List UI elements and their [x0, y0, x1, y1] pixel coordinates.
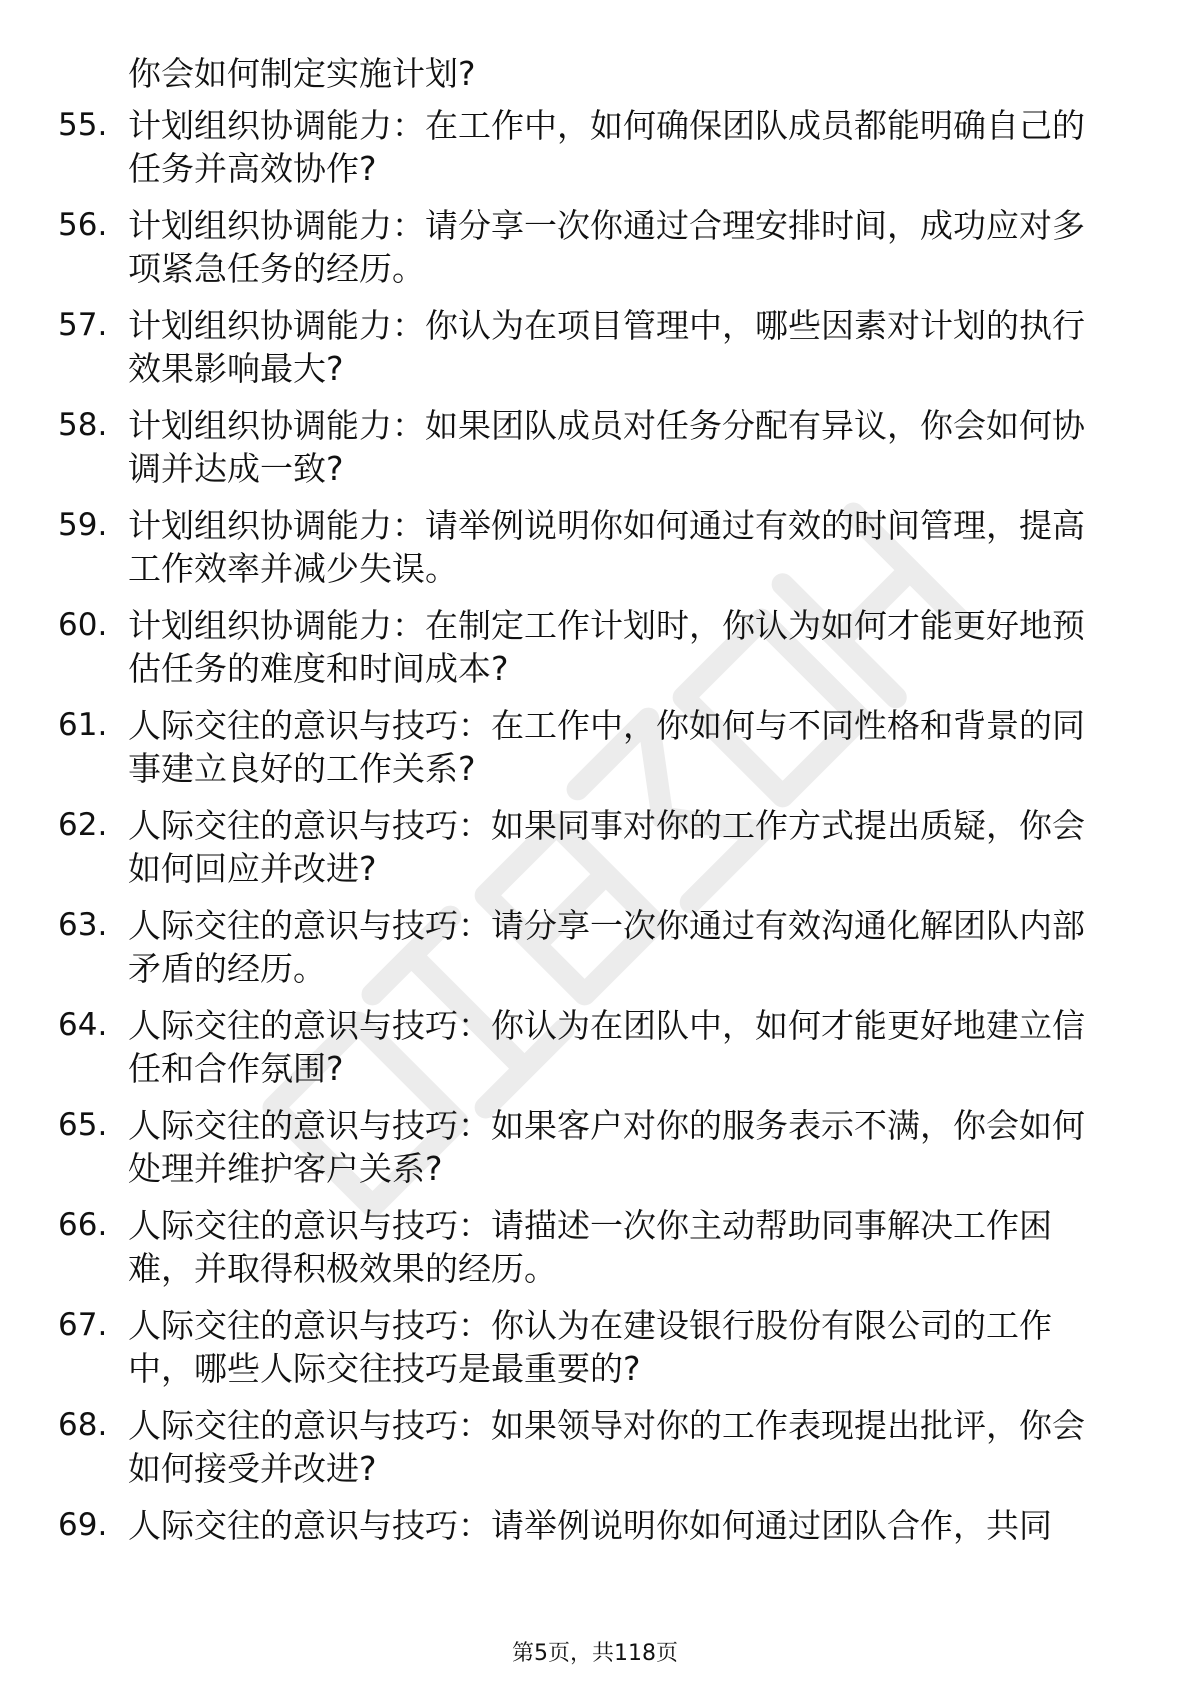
list-item: [0, 504, 1108, 590]
question-text: 人际交往的意识与技巧：请分享一次你通过有效沟通化解团队内部矛盾的经历。: [128, 906, 1085, 988]
list-item: [0, 1404, 1108, 1490]
question-text: 人际交往的意识与技巧：如果客户对你的服务表示不满，你会如何处理并维护客户关系?: [128, 1106, 1085, 1188]
question-text: 人际交往的意识与技巧：如果领导对你的工作表现提出批评，你会如何接受并改进?: [128, 1406, 1085, 1488]
list-item: [0, 204, 1108, 290]
question-number: 62.: [58, 807, 108, 843]
list-item: [0, 904, 1108, 990]
list-item: [0, 304, 1108, 390]
question-number: 58.: [58, 407, 108, 443]
list-item: [0, 704, 1108, 790]
question-text: 计划组织协调能力：请举例说明你如何通过有效的时间管理，提高工作效率并减少失误。: [128, 506, 1085, 588]
question-number: 60.: [58, 607, 108, 643]
list-item: [0, 1304, 1108, 1390]
question-text: 人际交往的意识与技巧：你认为在建设银行股份有限公司的工作中，哪些人际交往技巧是最重要的?: [128, 1306, 1052, 1388]
question-text: 计划组织协调能力：请分享一次你通过合理安排时间，成功应对多项紧急任务的经历。: [128, 206, 1085, 288]
question-text: 人际交往的意识与技巧：请举例说明你如何通过团队合作，共同: [128, 1506, 1052, 1545]
question-text: 人际交往的意识与技巧：如果同事对你的工作方式提出质疑，你会如何回应并改进?: [128, 806, 1085, 888]
page-footer: 第5页，共118页: [512, 1641, 678, 1666]
list-item: [0, 1004, 1108, 1090]
question-text: 人际交往的意识与技巧：在工作中，你如何与不同性格和背景的同事建立良好的工作关系?: [128, 706, 1085, 788]
question-number: 63.: [58, 907, 108, 943]
question-number: 64.: [58, 1007, 108, 1043]
list-item: [0, 604, 1108, 690]
question-number: 55.: [58, 107, 108, 143]
question-number: 65.: [58, 1107, 108, 1143]
list-item: [0, 104, 1108, 190]
question-number: 61.: [58, 707, 108, 743]
question-text: 计划组织协调能力：在工作中，如何确保团队成员都能明确自己的任务并高效协作?: [128, 106, 1085, 188]
question-list: [0, 104, 1190, 1547]
list-item: [0, 804, 1108, 890]
list-item: [0, 1204, 1108, 1290]
question-text: 人际交往的意识与技巧：请描述一次你主动帮助同事解决工作困难，并取得积极效果的经历。: [128, 1206, 1052, 1288]
continued-question-text: 你会如何制定实施计划?: [128, 54, 476, 93]
question-number: 66.: [58, 1207, 108, 1243]
question-text: 计划组织协调能力：在制定工作计划时，你认为如何才能更好地预估任务的难度和时间成本?: [128, 606, 1085, 688]
list-item: [0, 1104, 1108, 1190]
question-number: 57.: [58, 307, 108, 343]
question-number: 56.: [58, 207, 108, 243]
question-text: 计划组织协调能力：你认为在项目管理中，哪些因素对计划的执行效果影响最大?: [128, 306, 1085, 388]
question-number: 69.: [58, 1507, 108, 1543]
question-text: 人际交往的意识与技巧：你认为在团队中，如何才能更好地建立信任和合作氛围?: [128, 1006, 1085, 1088]
question-number: 59.: [58, 507, 108, 543]
question-text: 计划组织协调能力：如果团队成员对任务分配有异议，你会如何协调并达成一致?: [128, 406, 1085, 488]
question-number: 68.: [58, 1407, 108, 1443]
list-item: [0, 404, 1108, 490]
list-item: [0, 1504, 1108, 1547]
question-number: 67.: [58, 1307, 108, 1343]
